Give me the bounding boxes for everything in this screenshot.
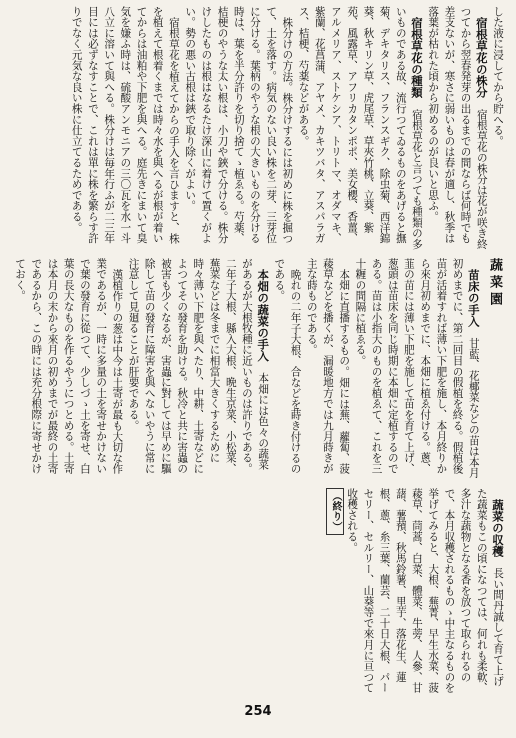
end-mark: （終り） (326, 488, 344, 535)
body-paragraph (344, 488, 506, 696)
paragraph-text: した液に浸してから貯へる。 (492, 6, 504, 147)
text-tier-middle (6, 258, 506, 480)
body-paragraph (352, 258, 482, 480)
paragraph-heading: 宿根草花の株分 (474, 16, 489, 98)
paragraph-text: 宿根草花と言つても種類の多いものである故、流行つてゐるものをあげると撫菊、デキタリス、フランスギク、除虫菊、西洋錦葵、秋キリン草、虎尾草、草夾竹桃、立葵、紫苑、風露草、アフリカタンポポ、美女櫻、香薑、アルメリア、ストケシア、トリトマ、オダマキ、紫蘭、花菖蒲、アヤメ、カキツバタ、アスパラガス、桔梗、芍薬などがある。 (297, 6, 423, 250)
paragraph-heading: 宿根草花の種類 (409, 16, 424, 98)
body-paragraph (12, 258, 125, 480)
end-mark-paragraph (326, 488, 344, 696)
paragraph-text: 本畑に直播するもの。畑には蕪、蘿蔔、菠薐草などを播くが、漏暖地方では九月蒔きが主な蒔ものである。 (305, 258, 351, 474)
paragraph-text: 長い間丹誠して育て上げた蔬菜もこの頃になつては、何れも柔軟、多汁な蔬物となる香を放つて取られるので、本月収穫されるものゝ中主なるものを挙げてみると、大根、蕪菁、早生水菜、菠薐草、茼蒿、白菜、體菜、牛蒡、人參、甘藷、薯蕷、秋馬鈴薯、里芋、落花生、蓮根、蔥、糸三葉、蘭芸、二十日大根、パーセリー、セルリー、山葵等で來月に亘つて收穫される。 (346, 488, 504, 694)
paragraph-heading: 蔬菜の収穫 (491, 498, 505, 557)
text-tier-top (6, 6, 506, 250)
body-paragraph (295, 6, 425, 250)
paragraph-text: 宿根草花を植えてからの手入を言ひますと、株を植えて根着くまでは時々水を與へるが根が着いてからは油粕や下肥を與へる。庭先きにまいて臭気を嫌ふ時は、硫酸アンモニアの三〇瓦を水一斗八立に溶いて與へる。株分けは毎年行ふが二三年目には必ずなすことで、これは單に株を繁らす許りでなく元気な良い株に仕立てるためである。 (70, 6, 180, 244)
section-heading: 蔬菜園 (487, 258, 502, 309)
text-tier-bottom (6, 488, 506, 696)
body-paragraph (490, 6, 506, 250)
paragraph-text: 甘藍、花椰菜などの苗は本月初めまでに、第二回目の假植を終る。假植後苗が活着すれば薄い下肥を施し、本月終りから來月初めまでに、本畑に植ゑ付ける。蔥、韮の苗には薄い下肥を施して苗を育て上げ、葱頭は苗床を同じ時期に本畑に定植するのである。苗は小指大のものを植ゑて、これを三十糎の間隔に植ゑる。 (354, 258, 480, 478)
body-paragraph (182, 6, 295, 250)
body-paragraph (69, 6, 182, 250)
paragraph-text: 晩れの二年子大根、合などを蒔き付けるのである。 (273, 258, 302, 474)
page-number: 254 (244, 704, 272, 719)
paragraph-heading: 本畑の蔬菜の手入 (256, 268, 271, 362)
body-paragraph (125, 258, 271, 480)
body-paragraph (304, 258, 353, 480)
paragraph-text: 漢植作りの葱は中今は土寄が最も大切な作業であるが、一時に多量の土を寄せかけないで葉の發育に從つて、少しづゝ土を寄せ、白葉の長大なものを作るやうにつとめる。土寄は本月の末から來月の初めまでが最終の土寄であるから、この時には充分根際に寄せかけておく。 (14, 258, 124, 474)
paragraph-text: 宿根草花の株分は花が咲き終つてから翌春発芽の出るまでの間ならば何時でも差支ないが、寒さに弱いものは春が適し、秋季は落葉が枯れた頃から初めるのが良いと思ふ。 (427, 6, 488, 250)
paragraph-heading: 苗床の手入 (466, 268, 481, 327)
paragraph-text: 株分けの方法。株分けするには初めに株を掘つて、土を落す。病気のない良い株を二芽、三芽位に分ける。葉柄のやうな根の大きいものを分ける時は、葉を半分許りを切り捨てゝ植ゑる。芍薬、桔梗のやうな太い根は、小刀や鋏で分ける。株分けしたものは根はなるたけ深山に着けて置くがよい。勢の悪い古根は鋏で取り除くがよい。 (184, 6, 294, 244)
body-paragraph (425, 6, 490, 250)
paragraph-text: 本畑には色々の蔬菜があるが大根牧種に近いものは許りである。二年子大根、縣入大根、晩生京菜、小松菜、蕪菜などは冬までに相當大きくするために時々薄い下肥を與へたり、中耕、土寄などによつてその發育を助ける。秋冷と共に害蟲の被害も少くなるが、害蟲に對しては早めに驅除して苗の發育に障害を與へないやうに常に注意して見廻ることが肝要である。 (127, 258, 270, 474)
body-paragraph (271, 258, 303, 480)
